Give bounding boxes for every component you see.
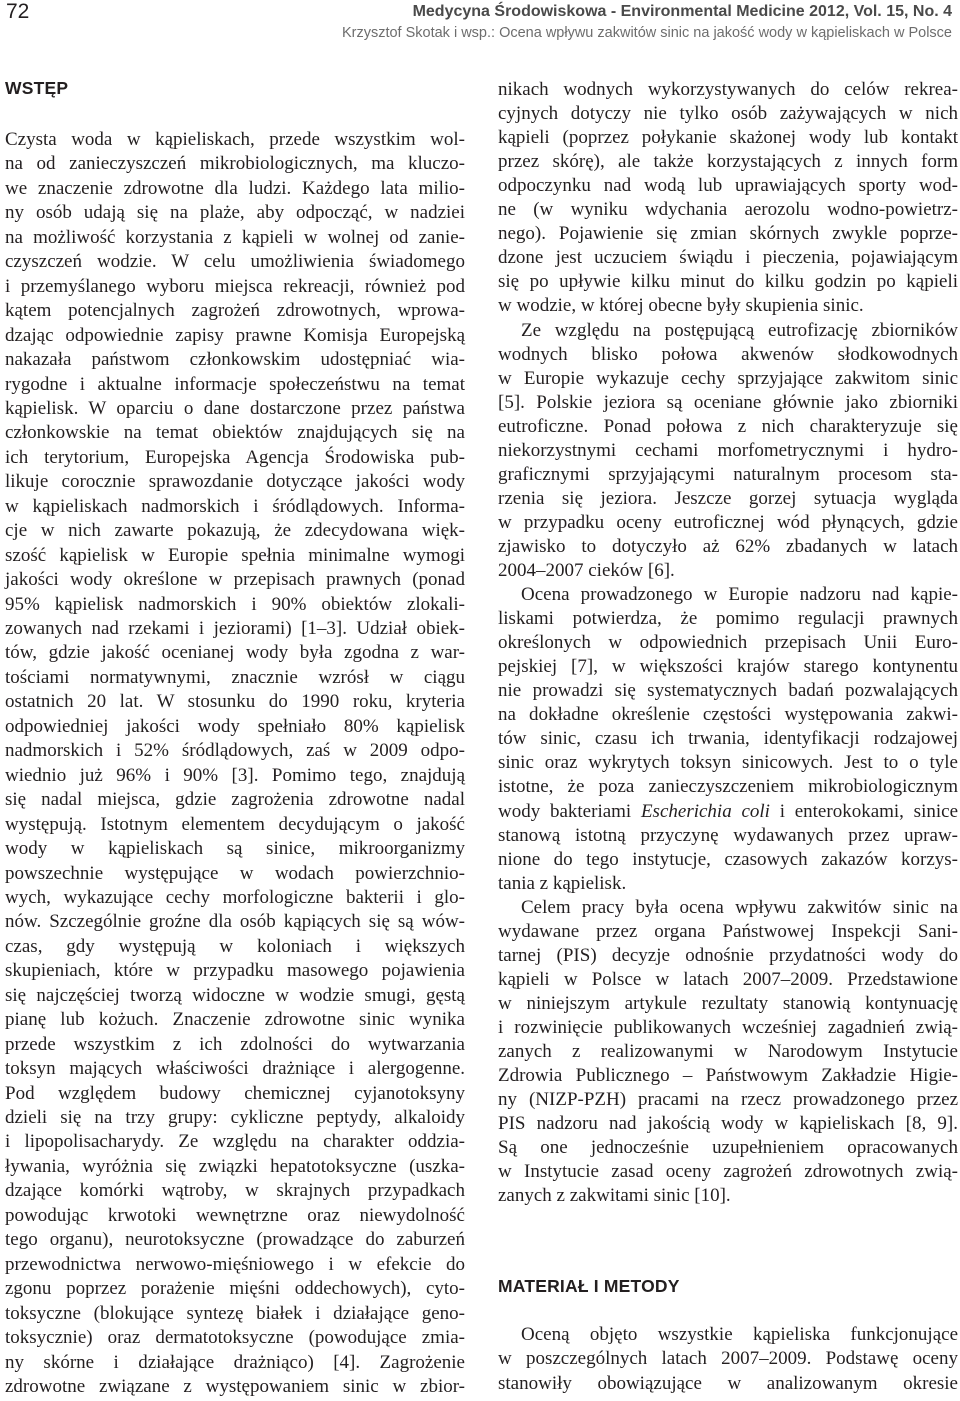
text-line: nadmorskich i 52% śródlądowych, zaś w 2009 odpo- <box>5 740 465 762</box>
text-line: PIS nadzoru nad jakością wody w kąpieliskach [8, 9]. <box>498 1113 958 1135</box>
text-line: Oceną objęto wszystkie kąpieliska funkcjonujące <box>521 1324 958 1345</box>
text-line: kąpieli (poprzez połykanie skażonej wody lub kontakt <box>498 127 958 149</box>
text-line: Celem pracy była ocena wpływu zakwitów sinic na <box>521 896 958 918</box>
text-line: likuje corocznie sprawozdanie dotyczące jakości wody <box>5 471 465 493</box>
text-line: dzając odpowiednie zapisy prawne Komisja Europejską <box>5 324 465 346</box>
text-line: tego organu), neurotoksyczne (prowadzące do zaburzeń <box>5 1229 465 1251</box>
text-line: dzieli się na trzy grupy: cykliczne peptydy, alkaloidy <box>5 1107 465 1128</box>
text-line: kąpielisk. W oparciu o dane dostarczone przez państwa <box>5 397 465 419</box>
text-line: szość kąpielisk w Europie spełnia minimalne wymogi <box>5 544 465 566</box>
text-line: i lipopolisacharydy. Ze względu na charakter oddzia- <box>5 1131 465 1153</box>
text-line: na dokładne określenie częstości występowania zakwi- <box>498 704 958 726</box>
text-line: stanowiły obowiązujące w analizowanym okresie <box>498 1372 958 1394</box>
journal-citation: Medycyna Środowiskowa - Environmental Medicine 2012, Vol. 15, No. 4 <box>412 3 952 20</box>
text-line: w poszczególnych latach 2007–2009. Podstawę oceny <box>498 1348 958 1370</box>
section-heading-introduction: WSTĘP <box>5 78 69 98</box>
species-line-rest: i enterokokami, sinice <box>769 800 958 822</box>
running-head <box>342 2 952 43</box>
text-line: ne (w wyniku wdychania aerozolu wodno-powietrz- <box>498 199 958 221</box>
text-line: rygodne i aktualne informacje społeczeństwu na temat <box>5 373 465 395</box>
text-line: i rozwinięcie publikowanych wcześniej zagadnień zwią- <box>498 1016 958 1038</box>
text-line: sinic oraz wykrytych toksyn sinicowych. Jest to o tyle <box>498 752 958 774</box>
text-line: graficznymi sprzyjającymi naturalnym procesom sta- <box>498 463 958 485</box>
text-line: wych, wykazujące cechy morfologiczne bakterii i glo- <box>5 886 465 908</box>
text-line: zjawisko to dotyczyło aż 62% zbadanych w latach <box>498 535 958 557</box>
text-line: odpowiedniej jakości wody spełniało 80% kąpielisk <box>5 715 465 737</box>
text-line: Ocena prowadzonego w Europie nadzoru nad kąpie- <box>521 584 958 606</box>
text-line: ny osób udają się na plaże, aby odpocząć, w nadziei <box>5 202 465 224</box>
text-line: skupieniach, które w przypadku masowego pojawienia <box>5 960 465 982</box>
text-line: nie prowadzi się systematycznych badań pozwalających <box>498 680 958 702</box>
text-line: się po upływie kilku minut do kilku godzin po kąpieli <box>498 271 958 293</box>
text-line: liskami potwierdza, że pomimo regulacji prawnych <box>498 608 958 630</box>
text-line: powodując krwotoki wewnętrzne oraz niewydolność <box>5 1204 465 1226</box>
text-line: wiednio już 96% i 90% [3]. Pomimo tego, znajdują <box>5 764 465 786</box>
text-line: ływania, wyróżnia się związki hepatotoksyczne (uszka- <box>5 1155 465 1177</box>
text-line: w niniejszym artykule rezultaty stanowią kontynuację <box>498 992 958 1014</box>
article-author-title: Krzysztof Skotak i wsp.: Ocena wpływu zakwitów sinic na jakość wody w kąpieliskach w Polsce <box>341 25 952 41</box>
species-name: Escherichia coli <box>640 800 770 822</box>
text-line: cyjnych dotyczy nie tylko osób zażywających w nich <box>498 103 958 125</box>
text-line: na możliwość korzystania z kąpieli w wolnej od zanie- <box>5 226 465 248</box>
text-line: [5]. Polskie jeziora są oceniane głównie jako zbiorniki <box>498 391 958 413</box>
text-line: przez skórę), ale także korzystających z innych form <box>498 151 958 173</box>
text-line: Są one jednocześnie uzupełnieniem opracowanych <box>498 1137 958 1159</box>
text-line: przewodnictwa nerwowo-mięśniowego i w efekcie do <box>5 1253 465 1275</box>
text-line: toksyczne (blokujące syntezę białek i działające geno- <box>5 1302 465 1324</box>
text-line: ostatnich 20 lat. W stosunku do 1990 roku, kryteria <box>5 691 465 713</box>
text-line: nów. Szczególnie groźne dla osób kąpiących się są wów- <box>5 911 465 933</box>
text-line: członkowskie na temat obiektów znajdujących się na <box>5 422 465 444</box>
text-line: przede wszystkim z ich zdolności do wytwarzania <box>5 1033 465 1055</box>
text-line: nego). Pojawienie się zmian skórnych zwykle poprze- <box>498 223 958 245</box>
text-line: występują. Istotnym elementem decydującym o jakość <box>5 813 465 835</box>
text-line: Ze względu na postępującą eutrofizację zbiorników <box>521 319 958 341</box>
text-line: tościami normatywnymi, znacznie wzrósł w ciągu <box>5 666 465 688</box>
text-line: dzające komórki wątroby, w skrajnych przypadkach <box>5 1180 465 1202</box>
text-line: nakazała państwom członkowskim udostępniać wia- <box>5 349 465 371</box>
text-line: czyszczeń wodzie. W celu umożliwienia świadomego <box>5 251 465 273</box>
text-line: zgonu poprzez porażenie mięśni oddechowych), cyto- <box>5 1278 465 1300</box>
text-line: ich terytorium, Europejska Agencja Środowiska pub- <box>5 446 465 468</box>
text-line: zdrowotne związane z występowaniem sinic w zbior- <box>5 1375 465 1397</box>
text-line: wody w kąpieliskach są sinice, mikroorganizmy <box>5 838 465 860</box>
text-line: kątem potencjalnych zagrożeń zdrowotnych, wprowa- <box>5 300 465 322</box>
text-line: pejskiej [7], w większości krajów starego kontynentu <box>498 656 958 678</box>
text-line: wodnych blisko połowa akwenów słodkowodnych <box>498 343 958 365</box>
text-line: istotne, że poza zanieczyszczeniem mikrobiologicznym <box>498 776 958 798</box>
text-line: 95% kąpielisk nadmorskich i 90% obiektów zlokali- <box>5 593 465 615</box>
text-line: zanych z realizowanymi w Narodowym Instytucie <box>498 1041 958 1062</box>
text-line: toksyn mających właściwości drażniące i alergogenne. <box>5 1058 465 1080</box>
text-line: zowanych nad rzekami i jeziorami) [1–3]. Udział obiek- <box>5 618 465 639</box>
text-line: Czysta woda w kąpieliskach, przede wszystkim wol- <box>5 129 465 150</box>
text-line: i przemyślanego wyboru miejsca rekreacji, również pod <box>5 275 465 297</box>
text-line: zanych z zakwitami sinic [10]. <box>498 1185 731 1207</box>
text-line: eutroficzne. Ponad połowa z nich charakteryzuje się <box>498 415 958 437</box>
text-line: tania z kąpielisk. <box>498 872 627 894</box>
text-line: cje w nich zawarte pokazują, że zdecydowana więk- <box>5 520 465 542</box>
text-line: w wodzie, w której obecne były skupienia sinic. <box>498 295 864 317</box>
text-line: tów sinic, czasu ich trwania, identyfikacji rodzajowej <box>498 728 958 750</box>
section-heading-methods: MATERIAŁ I METODY <box>498 1276 680 1296</box>
text-line: wydawane przez organa Państwowej Inspekcji Sani- <box>498 920 958 942</box>
text-line: czas, gdy występują w koloniach i większych <box>5 935 465 957</box>
text-line: dzone jest uczuciem świądu i pieczenia, pojawiającym <box>498 247 958 269</box>
text-line: rzenia się jeziora. Jeszcze gorzej sytuacja wygląda <box>498 487 958 509</box>
text-line: Zdrowia Publicznego – Państwowym Zakładzie Higie- <box>498 1065 958 1087</box>
text-line: określonych w odpowiednich przepisach Unii Euro- <box>498 632 958 654</box>
text-line: pianę lub kożuch. Znaczenie zdrowotne sinic wynika <box>5 1009 465 1031</box>
text-line: w przypadku oceny eutroficznej wód płynących, gdzie <box>498 511 958 533</box>
text-line: niekorzystnymi cechami morfometrycznymi i hydro- <box>498 439 958 461</box>
page-number: 72 <box>6 0 30 23</box>
text-line: się nadal miejsca, gdzie zagrożenia zdrowotne nadal <box>5 789 465 811</box>
text-line: nione do tego instytucje, czasowych zakazów korzys- <box>498 848 958 870</box>
text-line: wody bakteriami Escherichia coli i enterokokami, sinice <box>498 800 958 822</box>
text-line: Pod względem budowy chemicznej cyjanotoksyny <box>5 1082 465 1104</box>
text-line: w Instytucie zasad oceny zagrożeń zdrowotnych zwią- <box>498 1161 958 1183</box>
text-line: odpoczynku nad wodą lub uprawiających sporty wod- <box>498 175 958 197</box>
text-line: w Europie wykazuje cechy sprzyjające zakwitom sinic <box>498 367 958 389</box>
text-line: 2004–2007 cieków [6]. <box>498 560 675 581</box>
text-line: toksycznie) oraz dermatotoksyczne (powodujące zmia- <box>5 1327 465 1349</box>
text-line: jakości wody określone w przepisach prawnych (ponad <box>5 569 465 591</box>
text-line: ny (NIZP-PZH) pracami na rzecz prowadzonego przez <box>498 1089 958 1111</box>
text-line: kąpieli w Polsce w latach 2007–2009. Przedstawione <box>498 968 958 990</box>
text-line: ny skórne i działające drażniąco) [4]. Zagrożenie <box>5 1351 465 1373</box>
text-line: we znaczenie zdrowotne dla ludzi. Każdego lata milio- <box>5 177 465 199</box>
text-line: tarnej (PIS) decyzje odnośnie przydatności wody do <box>498 944 958 966</box>
text-line: powszechnie występujące w wodach powierzchnio- <box>5 862 465 884</box>
text-line: stanową istotną przyczynę wydawanych przez upraw- <box>498 824 958 846</box>
text-line: w kąpieliskach nadmorskich i śródlądowych. Informa- <box>5 495 465 517</box>
text-line: nikach wodnych wykorzystywanych do celów rekrea- <box>498 79 958 100</box>
text-line: się najczęściej tworzą widoczne w wodzie smugi, gęstą <box>5 984 465 1006</box>
text-line: na od zanieczyszczeń mikrobiologicznych, ma kluczo- <box>5 153 465 175</box>
text-line: tów, gdzie jakość ocenianej wody była zgodna z war- <box>5 642 465 664</box>
